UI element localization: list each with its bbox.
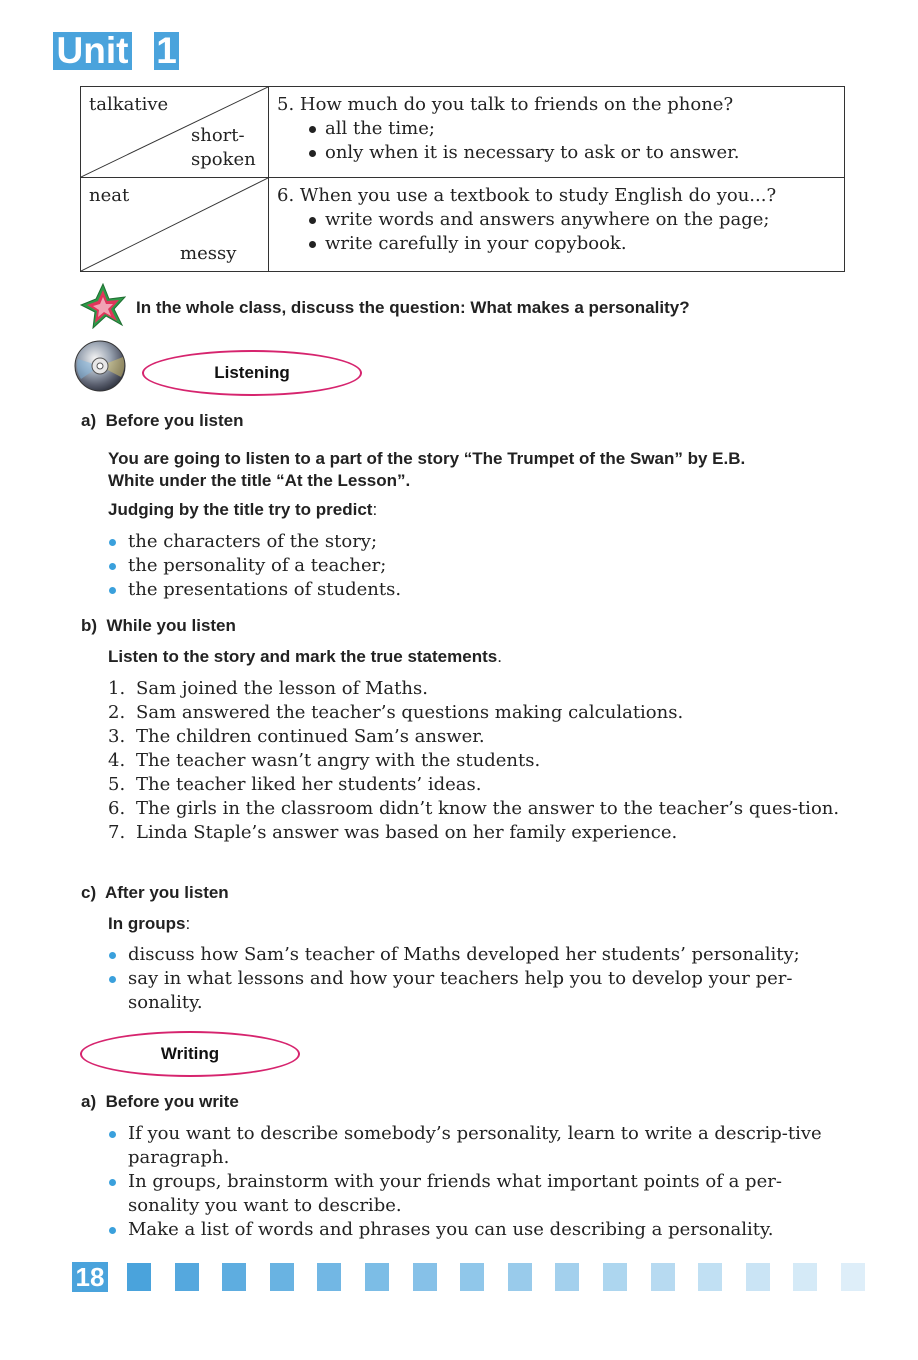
statement-item [108, 725, 848, 749]
statement-item [108, 677, 848, 701]
section-heading: Before you write [105, 1092, 239, 1111]
statement-number: 6. [108, 798, 126, 819]
section-label: c) [81, 883, 97, 902]
footer-square [651, 1263, 675, 1291]
footer-square [270, 1263, 294, 1291]
statement-number: 3. [108, 726, 126, 747]
adjective-right-line1: short- [191, 125, 245, 146]
list-item: the presentations of students. [108, 578, 848, 602]
predict-colon: : [372, 500, 378, 519]
section-heading: After you listen [104, 883, 229, 902]
footer-square [127, 1263, 151, 1291]
statement-number: 5. [108, 774, 126, 795]
option-item: write carefully in your copybook. [303, 232, 836, 256]
option-item: only when it is necessary to ask or to answer. [303, 141, 836, 165]
statements-list [108, 677, 848, 845]
statement-number: 4. [108, 750, 126, 771]
section-label: a) [81, 1092, 97, 1111]
writing-title: Writing [80, 1031, 300, 1077]
adjective-pair-cell [81, 178, 269, 272]
question-text: 5. How much do you talk to friends on the phone? [277, 94, 734, 115]
listening-intro [108, 448, 848, 492]
adjective-left: talkative [89, 94, 169, 115]
discussion-text: In the whole class, discuss the question: What makes a personality? [136, 298, 690, 317]
footer-square [746, 1263, 770, 1291]
cd-icon [73, 339, 127, 393]
list-item: In groups, brainstorm with your friends what important points of a per-sonality you want to describe. [108, 1170, 848, 1218]
listening-a-heading [81, 411, 244, 431]
groups-instruction [108, 914, 190, 934]
question-text: 6. When you use a textbook to study English do you...? [277, 185, 777, 206]
writing-a-heading [81, 1092, 239, 1112]
predict-list [108, 530, 848, 602]
groups-text: In groups [108, 914, 186, 933]
after-listen-list [108, 943, 848, 1015]
question-cell [269, 178, 845, 272]
footer-square [603, 1263, 627, 1291]
option-item: write words and answers anywhere on the page; [303, 208, 836, 232]
page-number: 18 [72, 1262, 108, 1292]
table-row [81, 178, 845, 272]
statement-text: The teacher wasn’t angry with the students. [136, 750, 541, 771]
footer-square [508, 1263, 532, 1291]
footer-square [317, 1263, 341, 1291]
instruction-end: . [497, 647, 502, 666]
predict-instruction [108, 500, 377, 520]
statement-text: The children continued Sam’s answer. [136, 726, 485, 747]
table-row [81, 87, 845, 178]
list-item: the characters of the story; [108, 530, 848, 554]
section-heading: While you listen [106, 616, 236, 635]
adjective-right-line2: spoken [191, 149, 256, 170]
statement-text: Linda Staple’s answer was based on her family experience. [136, 822, 678, 843]
list-item: discuss how Sam’s teacher of Maths developed her students’ personality; [108, 943, 848, 967]
intro-line: You are going to listen to a part of the story “The Trumpet of the Swan” by E.B. [108, 449, 746, 468]
instruction-text: Listen to the story and mark the true statements [108, 647, 498, 666]
listening-title: Listening [142, 350, 362, 396]
unit-label: Unit [53, 32, 132, 70]
statement-item [108, 749, 848, 773]
statement-text: The girls in the classroom didn’t know the answer to the teacher’s ques-tion. [136, 798, 840, 819]
footer-square [413, 1263, 437, 1291]
footer-square [222, 1263, 246, 1291]
statement-item [108, 773, 848, 797]
statements-instruction [108, 647, 502, 667]
groups-colon: : [185, 914, 191, 933]
statement-item [108, 821, 848, 845]
footer-square [793, 1263, 817, 1291]
statement-item [108, 701, 848, 725]
star-icon [80, 283, 126, 329]
adjective-right: messy [180, 243, 237, 264]
list-item: If you want to describe somebody’s personality, learn to write a descrip-tive paragraph. [108, 1122, 848, 1170]
statement-number: 2. [108, 702, 126, 723]
adjective-pair-cell [81, 87, 269, 178]
list-item: Make a list of words and phrases you can use describing a personality. [108, 1218, 848, 1242]
listening-b-heading [81, 616, 236, 636]
footer-square [460, 1263, 484, 1291]
adjective-left: neat [89, 185, 130, 206]
question-cell [269, 87, 845, 178]
before-write-list [108, 1122, 848, 1242]
list-item: say in what lessons and how your teachers help you to develop your per-sonality. [108, 967, 848, 1015]
section-label: a) [81, 411, 97, 430]
unit-number: 1 [154, 32, 179, 70]
footer-square [698, 1263, 722, 1291]
footer-square [365, 1263, 389, 1291]
section-heading: Before you listen [105, 411, 244, 430]
statement-number: 7. [108, 822, 126, 843]
footer-square [841, 1263, 865, 1291]
intro-line: White under the title “At the Lesson”. [108, 471, 411, 490]
statement-number: 1. [108, 678, 126, 699]
statement-text: Sam joined the lesson of Maths. [136, 678, 428, 699]
option-item: all the time; [303, 117, 836, 141]
predict-text: Judging by the title try to predict [108, 500, 373, 519]
statement-text: Sam answered the teacher’s questions making calculations. [136, 702, 684, 723]
section-label: b) [81, 616, 98, 635]
footer-square [555, 1263, 579, 1291]
statement-item [108, 797, 848, 821]
list-item: the personality of a teacher; [108, 554, 848, 578]
footer-square [175, 1263, 199, 1291]
listening-c-heading [81, 883, 229, 903]
statement-text: The teacher liked her students’ ideas. [136, 774, 482, 795]
personality-table [80, 86, 845, 272]
